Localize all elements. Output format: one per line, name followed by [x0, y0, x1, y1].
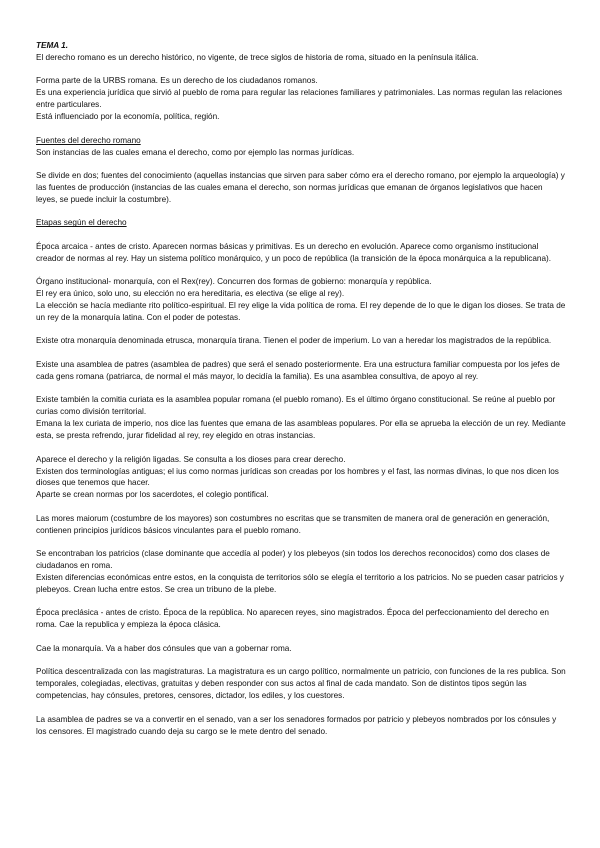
paragraph-line: Existe también la comitia curiata es la asamblea popular romana (el pueblo romano). Es el último órgano constitucional. Se reúne al pueblo por curias como división territorial. [36, 395, 556, 417]
paragraph-line: Las mores maiorum (costumbre de los mayores) son costumbres no escritas que se transmiten de manera oral de generación en generación, contienen principios jurídicos básicos vinculantes para el pueblo romano. [36, 513, 550, 535]
intro-line: El derecho romano es un derecho histórico, no vigente, de trece siglos de historia de roma, situado en la península itálica. [36, 52, 479, 62]
paragraph-line: El rey era único, solo uno, su elección no era hereditaria, es electiva (se elige al rey). [36, 289, 345, 299]
religion-paragraph [36, 454, 566, 502]
paragraph-line: Existen dos terminologías antiguas; el ius como normas jurídicas son creadas por los hombres y el fast, las normas divinas, lo que nos dicen los dioses que tenemos que hacer. [36, 466, 559, 488]
senado-paragraph [36, 714, 566, 738]
fuentes-section [36, 135, 566, 159]
paragraph-line: Forma parte de la URBS romana. Es un derecho de los ciudadanos romanos. [36, 76, 318, 86]
section-heading-etapas: Etapas según el derecho [36, 218, 127, 228]
paragraph-line: La asamblea de padres se va a convertir en el senado, van a ser los senadores formados por patricio y plebeyos nombrados por los cónsules y los censores. El magistrado cuando deja su cargo se le mete dentro del senado. [36, 714, 557, 736]
etrusca-paragraph [36, 335, 566, 347]
paragraph-line: Aparece el derecho y la religión ligadas. Se consulta a los dioses para crear derecho. [36, 454, 346, 464]
paragraph-line: Es una experiencia jurídica que sirvió al pueblo de roma para regular las relaciones familiares y patrimoniales. Las normas regulan las relaciones entre particulares. [36, 88, 563, 110]
paragraph-line: Aparte se crean normas por los sacerdotes, el colegio pontifical. [36, 490, 269, 500]
etapas-heading-block [36, 217, 566, 229]
paragraph-line: Está influenciado por la economía, política, región. [36, 112, 220, 122]
mores-paragraph [36, 513, 566, 537]
paragraph-line: Política descentralizada con las magistraturas. La magistratura es un cargo político, normalmente un patricio, con funciones de la res publica. Son temporales, colegiadas, electivas, gratuitas y deben responder con sus actos al final de cada mandato. Son de distintos tipos según las competencias, hay cónsules, pretores, censores, dictador, los ediles, y los cuestores. [36, 667, 566, 701]
paragraph-line: Época arcaica - antes de cristo. Aparecen normas básicas y primitivas. Es un derecho en evolución. Aparece como organismo institucional creador de normas al rey. Hay un sistema político monárquico, y un poco de república (la transición de la época monárquica a la republicana). [36, 241, 552, 263]
asamblea-paragraph [36, 359, 566, 383]
paragraph-line: Emana la lex curiata de imperio, nos dice las fuentes que emana de las asambleas populares. Por ella se aprueba la elección de un rey. Mediante esta, se presta refrendo, jurar fidelidad al rey, rey elegido en otras instancias. [36, 419, 566, 441]
patricios-paragraph [36, 548, 566, 596]
document-title: TEMA 1. [36, 41, 68, 50]
preclasica-paragraph [36, 607, 566, 631]
monarquia-paragraph [36, 643, 566, 655]
arcaica-paragraph [36, 241, 566, 265]
intro-section [36, 40, 566, 64]
paragraph-line: Órgano institucional- monarquía, con el Rex(rey). Concurren dos formas de gobierno: monarquía y república. [36, 277, 432, 287]
urbs-paragraph [36, 75, 566, 123]
paragraph-line: Cae la monarquía. Va a haber dos cónsules que van a gobernar roma. [36, 643, 292, 653]
paragraph-line: Se divide en dos; fuentes del conocimiento (aquellas instancias que sirven para saber cómo era el derecho romano, por ejemplo la arqueología) y las fuentes de producción (instancias de las cuales emana el derecho, son normas jurídicas que emanan de órganos legislativos que hacen leyes, se puede incluir la costumbre). [36, 171, 565, 204]
politica-paragraph [36, 666, 566, 702]
paragraph-line: Existe otra monarquía denominada etrusca, monarquía tirana. Tienen el poder de imperium. Lo van a heredar los magistrados de la república. [36, 336, 552, 346]
document-page [36, 40, 566, 749]
divide-paragraph [36, 170, 566, 206]
paragraph-line: Época preclásica - antes de cristo. Época de la república. No aparecen reyes, sino magistrados. Época del perfeccionamiento del derecho en roma. Cae la republica y empieza la época clásica. [36, 608, 549, 630]
paragraph-line: Existen diferencias económicas entre estos, en la conquista de territorios sólo se elegía el territorio a los patricios. No se pueden casar patricios y plebeyos. Crean lucha entre estos. Se crea un tribuno de la plebe. [36, 573, 564, 594]
comitia-paragraph [36, 394, 566, 442]
paragraph-line: Son instancias de las cuales emana el derecho, como por ejemplo las normas jurídicas. [36, 147, 355, 157]
paragraph-line: La elección se hacía mediante rito político-espiritual. El rey elige la vida política de roma. El rey depende de lo que le digan los dioses. Se trata de un rey de la monarquía latina. Con el poder de potestas. [36, 301, 566, 322]
organo-paragraph [36, 276, 566, 324]
paragraph-line: Se encontraban los patricios (clase dominante que accedía al poder) y los plebeyos (sin todos los derechos reconocidos) como dos clases de ciudadanos en roma. [36, 549, 550, 571]
section-heading-fuentes: Fuentes del derecho romano [36, 135, 141, 145]
paragraph-line: Existe una asamblea de patres (asamblea de padres) que será el senado posteriormente. Era una estructura familiar compuesta por los jefes de cada gens romana (patriarca, de normal el más mayor, lo decidía la familia). Es una asamblea consultiva, de apoyo al rey. [36, 359, 560, 381]
